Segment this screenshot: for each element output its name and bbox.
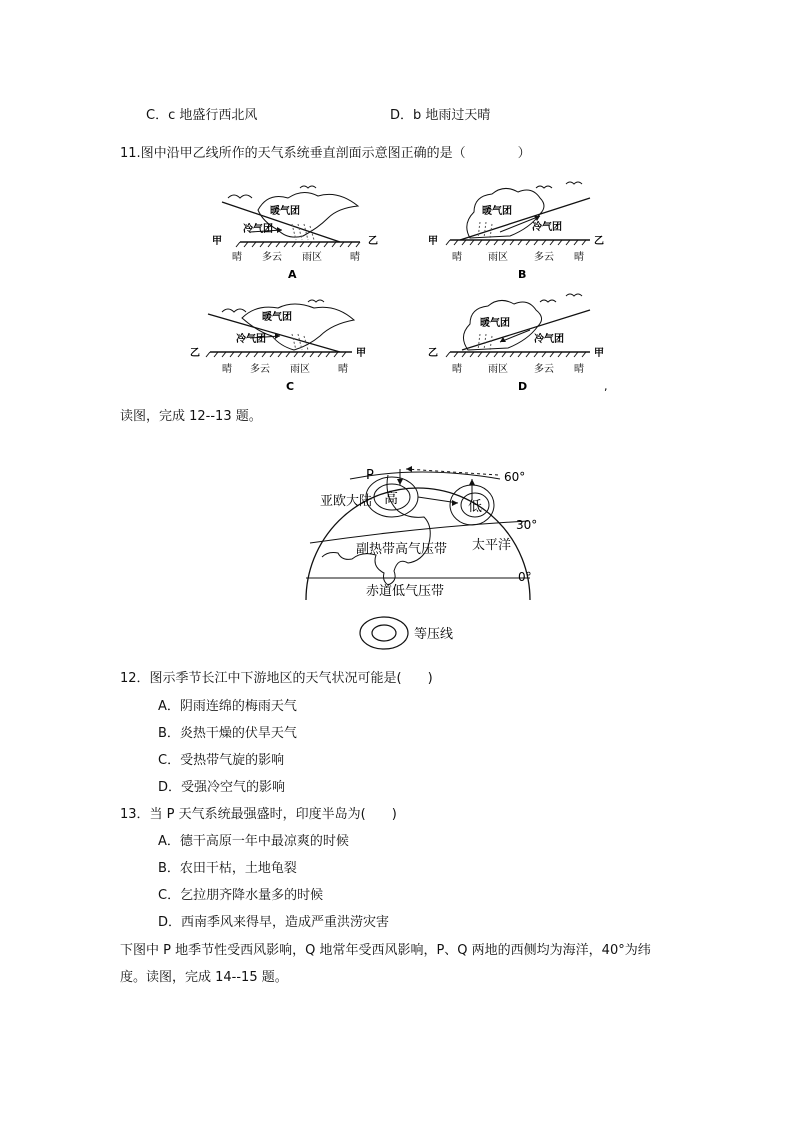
diagram-d-ground-4: 晴 bbox=[574, 364, 584, 375]
map-label-eurasia: 亚欧大陆 bbox=[320, 494, 373, 509]
q13-stem: 13．当 P 天气系统最强盛时，印度半岛为( ) bbox=[120, 807, 397, 822]
diagram-d-ground-3: 多云 bbox=[534, 364, 554, 375]
diagram-c-cold-label: 冷气团 bbox=[236, 334, 266, 345]
map-label-pacific: 太平洋 bbox=[472, 538, 512, 553]
diagram-c-letter: C bbox=[286, 380, 295, 393]
map-label-equatorial: 赤道低气压带 bbox=[366, 584, 445, 599]
intro-12-13: 读图，完成 12--13 题。 bbox=[120, 409, 262, 424]
map-lat-60: 60° bbox=[504, 470, 526, 484]
diagram-b-ground-4: 晴 bbox=[574, 252, 584, 263]
diagram-c-right-label: 甲 bbox=[356, 348, 366, 359]
diagram-b-left-label: 甲 bbox=[428, 236, 438, 247]
diagram-b-warm-label: 暖气团 bbox=[482, 206, 512, 217]
q13-option-d: D．西南季风来得早，造成严重洪涝灾害 bbox=[158, 915, 390, 930]
q10-option-d: D．b 地雨过天晴 bbox=[390, 108, 491, 123]
diagram-a-letter: A bbox=[288, 268, 297, 281]
diagram-c-ground-2: 多云 bbox=[250, 364, 270, 375]
map-label-high: 高 bbox=[384, 491, 398, 507]
diagram-a-ground-4: 晴 bbox=[350, 252, 360, 263]
diagram-d-letter: D bbox=[518, 380, 528, 393]
diagram-d-ground-2: 雨区 bbox=[488, 364, 508, 375]
diagram-d-ground-1: 晴 bbox=[452, 364, 462, 375]
diagram-d bbox=[428, 294, 608, 393]
legend-label: 等压线 bbox=[414, 627, 454, 642]
diagram-b-ground-1: 晴 bbox=[452, 252, 462, 263]
q13-option-a: A．德干高原一年中最凉爽的时候 bbox=[158, 834, 349, 849]
diagram-c-warm-label: 暖气团 bbox=[262, 312, 292, 323]
diagram-c bbox=[190, 300, 366, 393]
diagram-d-right-label: 甲 bbox=[594, 348, 604, 359]
diagram-a-ground-2: 多云 bbox=[262, 252, 282, 263]
diagram-a-ground-3: 雨区 bbox=[302, 252, 322, 263]
diagram-b-cold-label: 冷气团 bbox=[532, 222, 562, 233]
diagram-a-cold-label: 冷气团 bbox=[243, 224, 273, 235]
intro-14-15-line2: 度。读图，完成 14--15 题。 bbox=[120, 970, 288, 985]
diagram-a-warm-label: 暖气团 bbox=[270, 206, 300, 217]
diagram-b-ground-2: 雨区 bbox=[488, 252, 508, 263]
q10-option-c: C．c 地盛行西北风 bbox=[146, 108, 258, 123]
diagram-a-ground-1: 晴 bbox=[232, 252, 242, 263]
trailing-mark: , bbox=[604, 380, 608, 393]
q12-option-b: B．炎热干燥的伏旱天气 bbox=[158, 726, 297, 741]
diagram-a-left-label: 甲 bbox=[212, 236, 222, 247]
legend-isobar-icon bbox=[360, 617, 408, 649]
diagram-a bbox=[212, 186, 378, 281]
q12-option-a: A．阴雨连绵的梅雨天气 bbox=[158, 699, 297, 714]
map-label-subtropical: 副热带高气压带 bbox=[356, 542, 448, 557]
diagram-c-ground-3: 雨区 bbox=[290, 364, 310, 375]
intro-14-15-line1: 下图中 P 地季节性受西风影响，Q 地常年受西风影响，P、Q 两地的西侧均为海洋，40°为纬 bbox=[120, 943, 651, 958]
diagram-a-right-label: 乙 bbox=[368, 236, 378, 247]
diagram-c-ground-4: 晴 bbox=[338, 364, 348, 375]
map-lat-0: 0° bbox=[518, 570, 532, 584]
map-label-p: P bbox=[366, 468, 374, 483]
q13-option-c: C．乞拉朋齐降水量多的时候 bbox=[158, 888, 324, 903]
diagram-b bbox=[428, 182, 604, 281]
diagram-c-ground-1: 晴 bbox=[222, 364, 232, 375]
map-lat-30: 30° bbox=[516, 518, 538, 532]
pressure-map bbox=[0, 445, 794, 655]
q12-stem: 12．图示季节长江中下游地区的天气状况可能是( ) bbox=[120, 671, 433, 686]
diagram-d-left-label: 乙 bbox=[428, 348, 438, 359]
diagram-b-right-label: 乙 bbox=[594, 236, 604, 247]
map-label-low: 低 bbox=[468, 499, 482, 515]
diagram-b-ground-3: 多云 bbox=[534, 252, 554, 263]
diagram-b-letter: B bbox=[518, 268, 527, 281]
diagram-c-left-label: 乙 bbox=[190, 348, 200, 359]
diagram-d-warm-label: 暖气团 bbox=[480, 318, 510, 329]
q13-option-b: B．农田干枯，土地龟裂 bbox=[158, 861, 297, 876]
q12-option-c: C．受热带气旋的影响 bbox=[158, 753, 285, 768]
q12-option-d: D．受强冷空气的影响 bbox=[158, 780, 286, 795]
diagram-d-cold-label: 冷气团 bbox=[534, 334, 564, 345]
q11-stem: 11.图中沿甲乙线所作的天气系统垂直剖面示意图正确的是（ ） bbox=[120, 146, 531, 161]
